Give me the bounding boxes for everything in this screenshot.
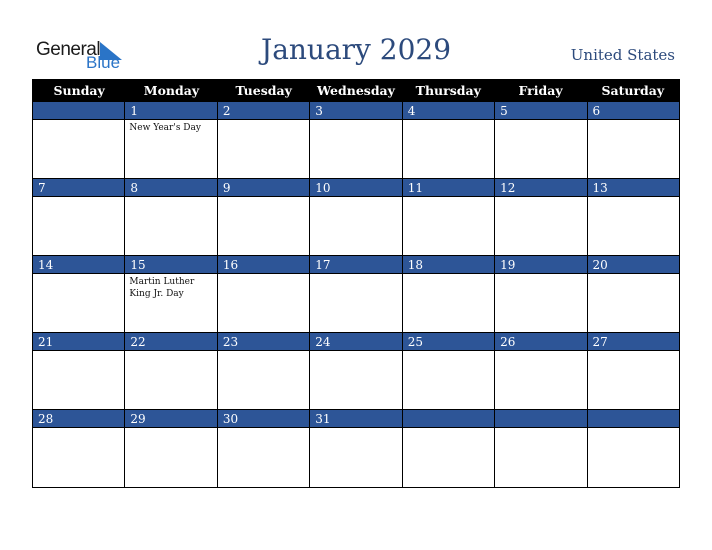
day-number: 19 [495, 256, 586, 274]
day-cell[interactable] [310, 179, 402, 256]
day-cell[interactable] [33, 256, 125, 333]
day-number: 11 [403, 179, 494, 197]
day-number: 31 [310, 410, 401, 428]
day-number [495, 410, 586, 428]
day-number: 18 [403, 256, 494, 274]
day-cell[interactable] [310, 256, 402, 333]
day-cell[interactable] [403, 102, 495, 179]
day-cell[interactable] [125, 256, 217, 333]
day-number: 26 [495, 333, 586, 351]
day-number: 25 [403, 333, 494, 351]
day-cell[interactable] [218, 179, 310, 256]
weekday-tuesday: Tuesday [235, 83, 292, 98]
day-cell[interactable] [588, 179, 679, 256]
weekday-monday: Monday [143, 83, 200, 98]
day-cell[interactable] [33, 179, 125, 256]
calendar-week-row [33, 102, 679, 179]
logo-text-blue: Blue [86, 53, 121, 72]
day-number: 21 [33, 333, 124, 351]
day-cell[interactable] [403, 410, 495, 487]
day-cell[interactable] [495, 256, 587, 333]
country-label: United States [570, 46, 675, 64]
day-cell[interactable] [125, 410, 217, 487]
day-cell[interactable] [33, 333, 125, 410]
day-number: 1 [125, 102, 216, 120]
day-cell[interactable] [218, 410, 310, 487]
calendar-week-row [33, 410, 679, 487]
day-cell[interactable] [495, 102, 587, 179]
day-cell[interactable] [403, 179, 495, 256]
day-number: 23 [218, 333, 309, 351]
day-cell[interactable] [33, 102, 125, 179]
holiday-label: Martin Luther King Jr. Day [129, 277, 195, 299]
day-number: 5 [495, 102, 586, 120]
weekday-friday: Friday [518, 83, 563, 98]
calendar-weeks [33, 102, 679, 487]
day-cell[interactable] [495, 333, 587, 410]
day-number: 13 [588, 179, 679, 197]
day-number: 28 [33, 410, 124, 428]
day-number: 10 [310, 179, 401, 197]
day-cell[interactable] [403, 256, 495, 333]
day-cell[interactable] [403, 333, 495, 410]
day-number: 2 [218, 102, 309, 120]
weekday-saturday: Saturday [601, 83, 665, 98]
day-number: 7 [33, 179, 124, 197]
day-cell[interactable] [218, 256, 310, 333]
calendar-week-row [33, 256, 679, 333]
day-cell[interactable] [125, 102, 217, 179]
logo-text-general: General [36, 39, 101, 60]
day-cell[interactable] [310, 102, 402, 179]
calendar-week-row [33, 179, 679, 256]
day-number: 27 [588, 333, 679, 351]
day-number: 16 [218, 256, 309, 274]
day-cell[interactable] [588, 333, 679, 410]
weekday-header [33, 80, 679, 102]
day-number: 22 [125, 333, 216, 351]
day-cell[interactable] [218, 102, 310, 179]
day-number: 29 [125, 410, 216, 428]
calendar-title: January 2029 [260, 33, 452, 66]
day-number [588, 410, 679, 428]
day-cell[interactable] [125, 333, 217, 410]
day-number: 14 [33, 256, 124, 274]
day-cell[interactable] [588, 410, 679, 487]
day-number: 20 [588, 256, 679, 274]
day-cell[interactable] [218, 333, 310, 410]
holiday-label: New Year's Day [129, 123, 201, 133]
day-number: 24 [310, 333, 401, 351]
weekday-wednesday: Wednesday [317, 83, 395, 98]
day-number: 6 [588, 102, 679, 120]
day-cell[interactable] [588, 102, 679, 179]
day-number: 4 [403, 102, 494, 120]
day-number: 15 [125, 256, 216, 274]
day-number [403, 410, 494, 428]
day-cell[interactable] [33, 410, 125, 487]
day-cell[interactable] [310, 333, 402, 410]
day-number [33, 102, 124, 120]
day-cell[interactable] [495, 179, 587, 256]
day-cell[interactable] [310, 410, 402, 487]
day-number: 9 [218, 179, 309, 197]
day-cell[interactable] [588, 256, 679, 333]
day-number: 3 [310, 102, 401, 120]
day-number: 12 [495, 179, 586, 197]
month-calendar [32, 79, 680, 488]
day-number: 8 [125, 179, 216, 197]
day-number: 17 [310, 256, 401, 274]
calendar-week-row [33, 333, 679, 410]
day-number: 30 [218, 410, 309, 428]
weekday-thursday: Thursday [415, 83, 481, 98]
weekday-sunday: Sunday [53, 83, 105, 98]
day-cell[interactable] [125, 179, 217, 256]
day-cell[interactable] [495, 410, 587, 487]
